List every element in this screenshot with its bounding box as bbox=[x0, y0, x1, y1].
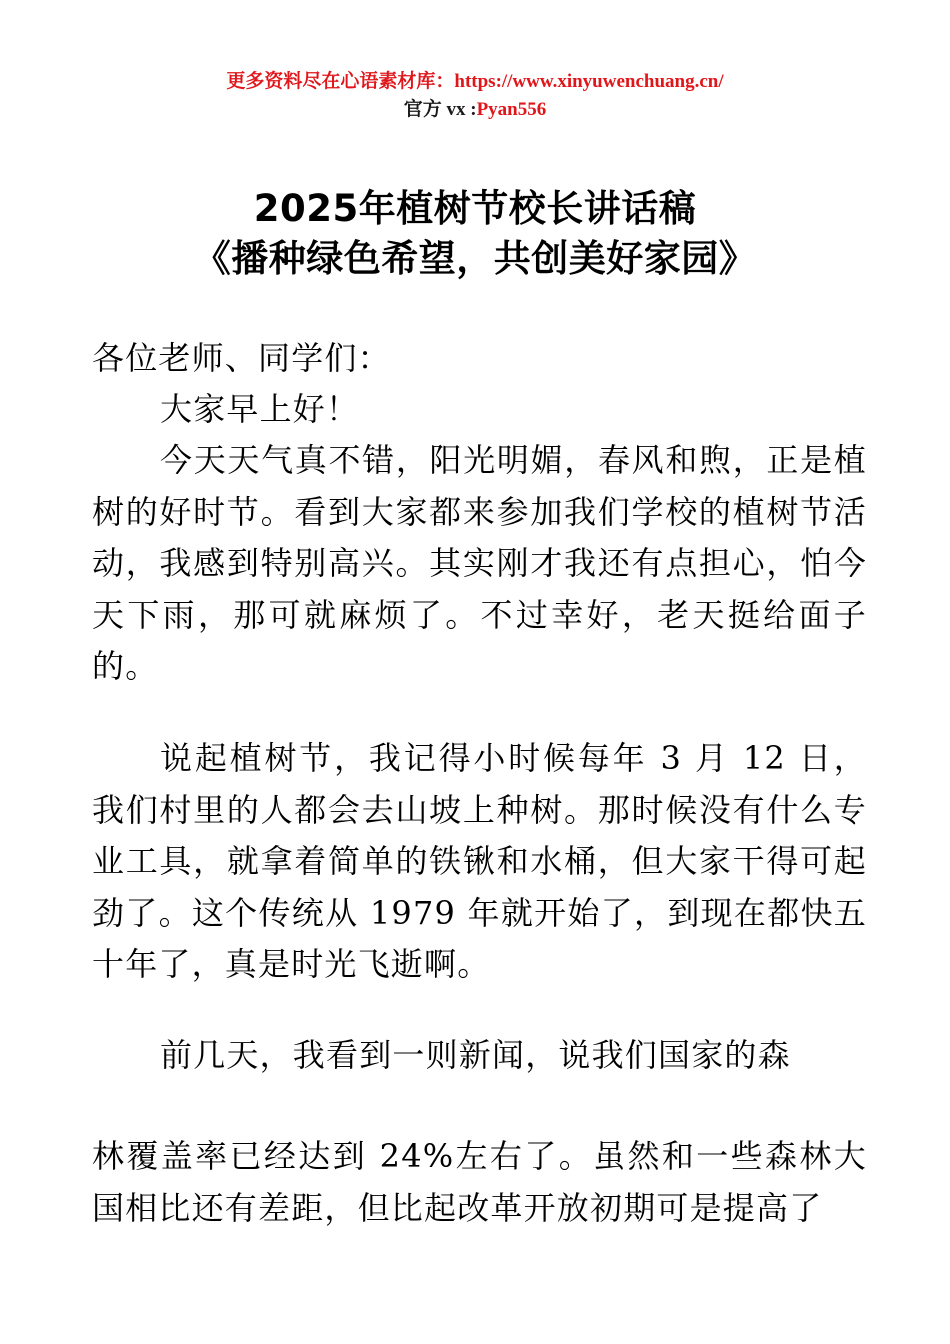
greeting bbox=[92, 384, 867, 436]
salutation bbox=[92, 333, 867, 385]
paragraph-2-text: 说起植树节，我记得小时候每年 3 月 12 日，我们村里的人都会去山坡上种树。那时候没有什么专业工具，就拿着简单的铁锹和水桶，但大家干得可起劲了。这个传统从 1979 年就开始了，到现在都快五十年了，真是时光飞逝啊。 bbox=[92, 739, 867, 983]
contact-line bbox=[0, 96, 950, 124]
paragraph-1-text: 今天天气真不错，阳光明媚，春风和煦，正是植树的好时节。看到大家都来参加我们学校的植树节活动，我感到特别高兴。其实刚才我还有点担心，怕今天下雨，那可就麻烦了。不过幸好，老天挺给面子的。 bbox=[92, 441, 867, 685]
contact-label: 官方 vx : bbox=[403, 99, 477, 120]
paragraph-3-continued-text: 林覆盖率已经达到 24%左右了。虽然和一些森林大国相比还有差距，但比起改革开放初期可是提高了 bbox=[92, 1137, 867, 1227]
greeting-text: 大家早上好！ bbox=[160, 390, 360, 428]
document-title bbox=[0, 184, 950, 284]
paragraph-3-start bbox=[92, 1030, 867, 1082]
promo-link[interactable]: https://www.xinyuwenchuang.cn/ bbox=[454, 71, 724, 92]
salutation-text: 各位老师、同学们： bbox=[92, 339, 391, 377]
paragraph-3-start-text: 前几天，我看到一则新闻，说我们国家的森 bbox=[160, 1036, 791, 1074]
paragraph-1 bbox=[92, 435, 867, 693]
contact-id: Pyan556 bbox=[476, 99, 547, 120]
page-header bbox=[0, 68, 950, 124]
paragraph-3-continued bbox=[92, 1131, 867, 1234]
promo-label: 更多资料尽在心语素材库： bbox=[226, 71, 455, 92]
paragraph-2 bbox=[92, 733, 867, 991]
title-line-2: 《播种绿色希望，共创美好家园》 bbox=[193, 237, 757, 280]
promo-line bbox=[0, 68, 950, 96]
title-line-1: 2025年植树节校长讲话稿 bbox=[253, 187, 697, 230]
